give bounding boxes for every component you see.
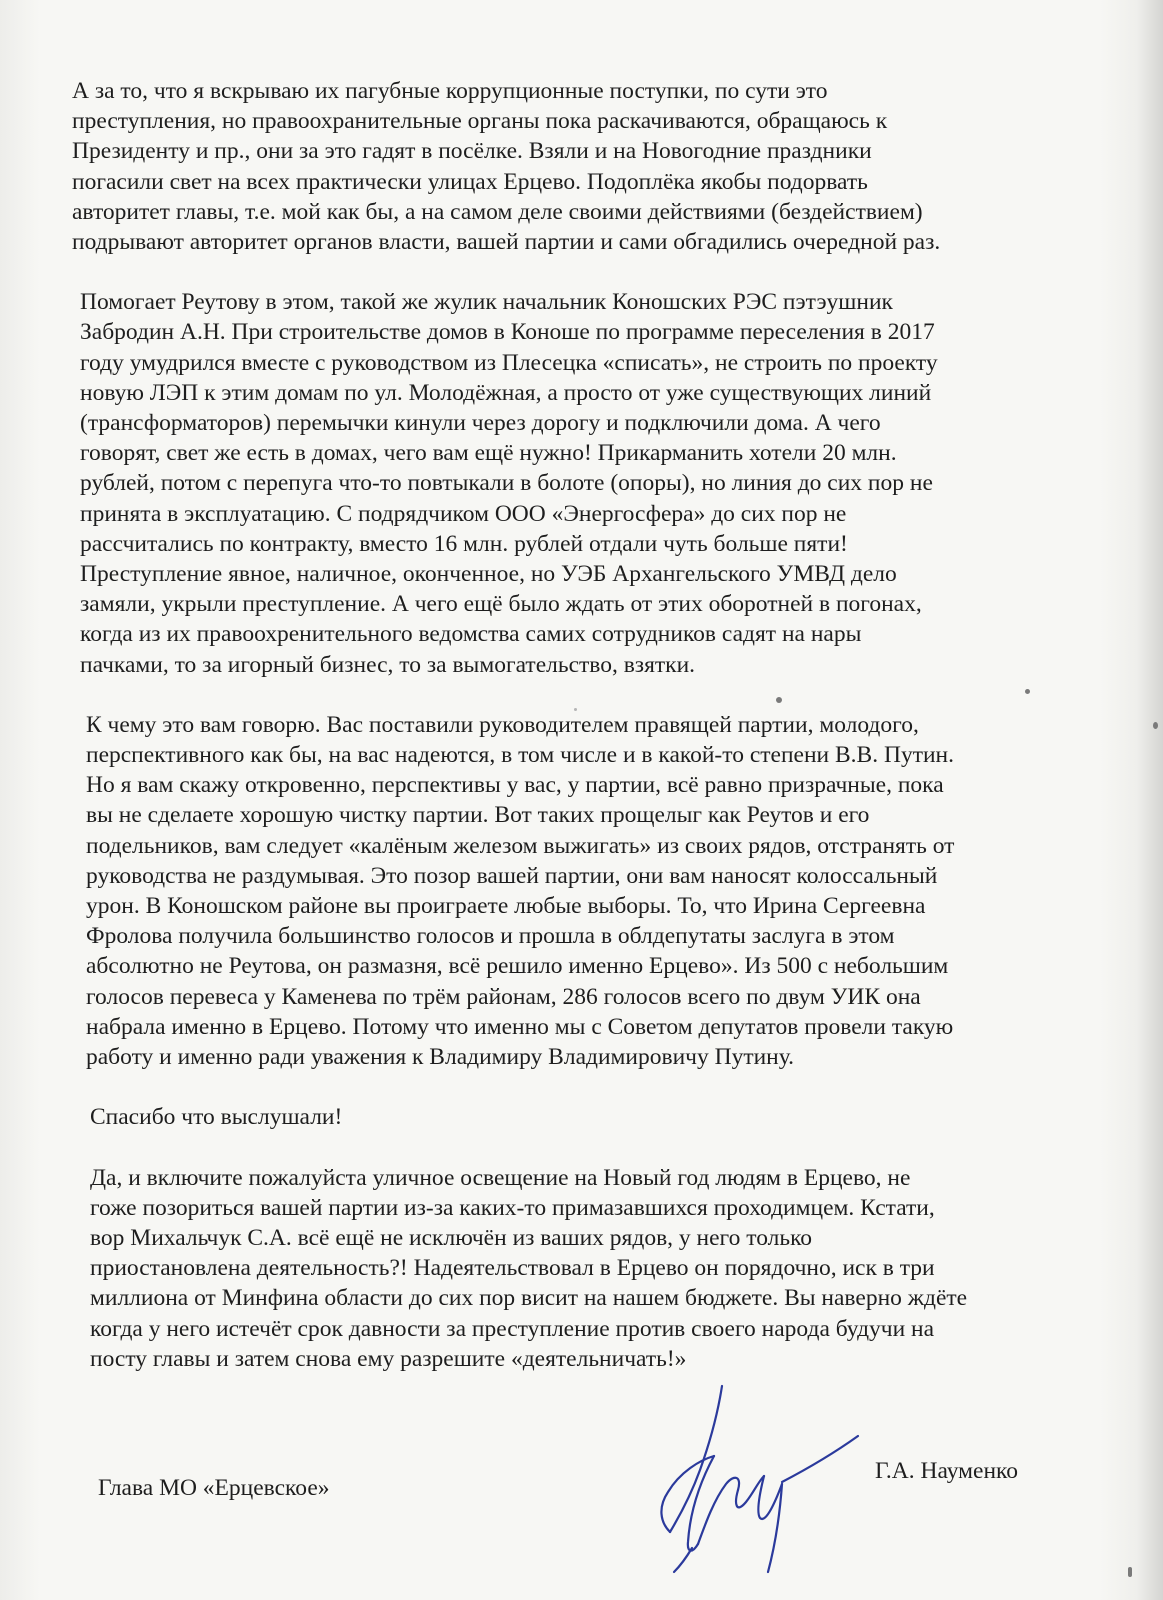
text-line: голосов перевеса у Каменева по трём районам, 286 голосов всего по двум УИК она: [86, 983, 921, 1010]
signature-block: [0, 1455, 1163, 1515]
text-line: погасили свет на всех практически улицах Ерцево. Подоплёка якобы подорвать: [72, 168, 868, 195]
signer-name: Г.А. Науменко: [875, 1458, 1019, 1484]
scan-speck: [1153, 722, 1158, 729]
text-line: подрывают авторитет органов власти, вашей партии и сами обгадились очередной раз.: [72, 229, 941, 256]
paragraph-3: [72, 710, 1102, 1072]
text-line: К чему это вам говорю. Вас поставили руководителем правящей партии, молодого,: [86, 711, 919, 738]
text-line: вы не сделаете хорошую чистку партии. Вот таких прощелыг как Реутов и его: [86, 802, 870, 829]
text-line: подельников, вам следует «калёным железом выжигать» из своих рядов, отстранять от: [86, 832, 955, 859]
paragraph-5: [72, 1163, 1102, 1374]
text-line: принята в эксплуатацию. С подрядчиком ООО «Энергосфера» до сих пор не: [80, 500, 847, 527]
text-line: абсолютно не Реутова, он размазня, всё решило именно Ерцево». Из 500 с небольшим: [86, 953, 949, 980]
paragraph-1: [72, 76, 1102, 257]
text-line: вор Михальчук С.А. всё ещё не исключён из ваших рядов, у него только: [90, 1224, 813, 1251]
text-line: новую ЛЭП к этим домам по ул. Молодёжная, а просто от уже существующих линий: [80, 379, 932, 406]
text-line: году умудрился вместе с руководством из Плесецка «списать», не строить по проекту: [80, 349, 938, 376]
text-line: когда из их правоохренительного ведомства самих сотрудников садят на нары: [80, 621, 862, 648]
text-line: руководства не раздумывая. Это позор вашей партии, они вам наносят колоссальный: [86, 862, 938, 889]
scan-speck: [1025, 689, 1030, 694]
text-line: А за то, что я вскрываю их пагубные коррупционные поступки, по сути это: [72, 78, 828, 104]
scan-speck: [574, 708, 577, 711]
scan-speck: [776, 697, 782, 703]
text-line: посту главы и затем снова ему разрешите «деятельничать!»: [90, 1345, 687, 1372]
text-line: Спасибо что выслушали!: [90, 1104, 343, 1131]
text-line: работу и именно ради уважения к Владимиру Владимировичу Путину.: [86, 1044, 795, 1071]
text-line: миллиона от Минфина области до сих пор висит на нашем бюджете. Вы наверно ждёте: [90, 1285, 968, 1312]
text-line: преступления, но правоохранительные органы пока раскачиваются, обращаюсь к: [72, 108, 888, 135]
text-line: авторитет главы, т.е. мой как бы, а на самом деле своими действиями (бездействием): [72, 198, 923, 225]
page-edge-shadow: [1137, 0, 1163, 1600]
text-line: Преступление явное, наличное, оконченное, но УЭБ Архангельского УМВД дело: [80, 561, 897, 588]
text-line: Помогает Реутову в этом, такой же жулик начальник Коношских РЭС пэтэушник: [80, 289, 893, 316]
text-line: рассчитались по контракту, вместо 16 млн. рублей отдали чуть больше пяти!: [80, 530, 848, 557]
text-line: перспективного как бы, на вас надеются, в том числе и в какой-то степени В.В. Путин.: [86, 742, 954, 769]
paragraph-4: [72, 1102, 1102, 1132]
text-line: Да, и включите пожалуйста уличное освещение на Новый год людям в Ерцево, не: [90, 1164, 911, 1191]
text-line: говорят, свет же есть в домах, чего вам ещё нужно! Прикарманить хотели 20 млн.: [80, 440, 897, 467]
text-line: пачками, то за игорный бизнес, то за вымогательство, взятки.: [80, 651, 696, 678]
signer-position: Глава МО «Ерцевское»: [98, 1475, 330, 1501]
scan-speck: [1128, 1567, 1132, 1577]
text-line: гоже позориться вашей партии из-за каких-то примазавшихся проходимцем. Кстати,: [90, 1194, 935, 1221]
text-line: Фролова получила большинство голосов и прошла в облдепутаты заслуга в этом: [86, 923, 895, 950]
text-line: Президенту и пр., они за это гадят в посёлке. Взяли и на Новогодние праздники: [72, 138, 872, 165]
paragraph-2: [72, 287, 1102, 680]
text-line: (трансформаторов) перемычки кинули через дорогу и подключили дома. А чего: [80, 410, 881, 437]
text-line: урон. В Коношском районе вы проиграете любые выборы. То, что Ирина Сергеевна: [86, 893, 926, 920]
text-line: рублей, потом с перепуга что-то повтыкали в болоте (опоры), но линия до сих пор не: [80, 470, 933, 497]
text-line: замяли, укрыли преступление. А чего ещё было ждать от этих оборотней в погонах,: [80, 591, 922, 618]
text-line: Забродин А.Н. При строительстве домов в Коноше по программе переселения в 2017: [80, 319, 935, 346]
text-line: Но я вам скажу откровенно, перспективы у вас, у партии, всё равно призрачные, пока: [86, 772, 944, 799]
text-line: приостановлена деятельность?! Надеятельствовал в Ерцево он порядочно, иск в три: [90, 1255, 935, 1282]
text-line: когда у него истечёт срок давности за преступление против своего народа будучи на: [90, 1315, 935, 1342]
text-line: набрала именно в Ерцево. Потому что именно мы с Советом депутатов провели такую: [86, 1013, 954, 1040]
letter-body: [72, 76, 1102, 1404]
